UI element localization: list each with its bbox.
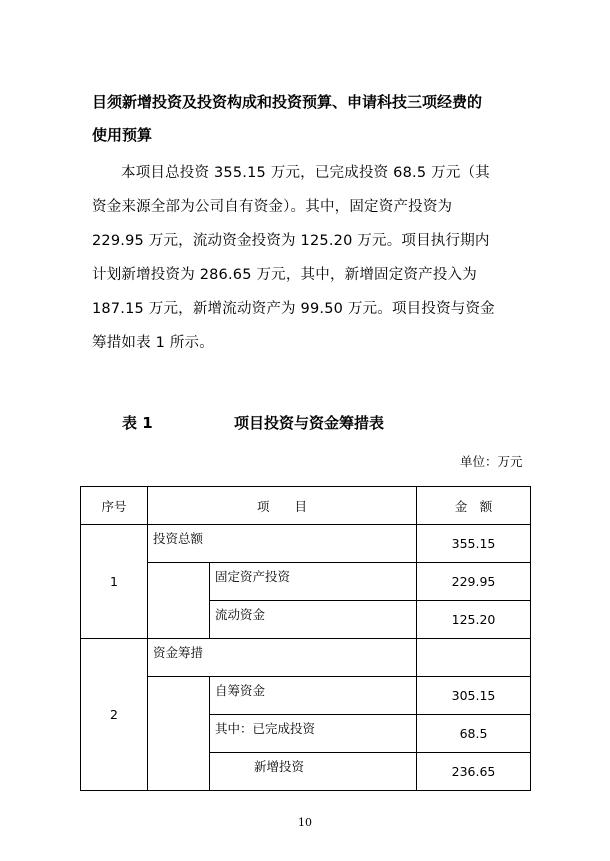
section-heading-line-2: 使用预算 [92, 126, 153, 144]
row-label: 流动资金 [210, 601, 417, 639]
group-1-no: 1 [81, 525, 148, 639]
row-label: 资金筹措 [148, 639, 417, 677]
table-row [81, 525, 531, 563]
section-heading [92, 86, 532, 152]
row-label: 投资总额 [148, 525, 417, 563]
paragraph-line-3: 229.95 万元，流动资金投资为 125.20 万元。项目执行期内 [92, 233, 490, 249]
row-label: 固定资产投资 [210, 563, 417, 601]
group-2-no: 2 [81, 639, 148, 791]
unit-label: 单位：万元 [460, 454, 523, 469]
paragraph-line-2: 资金来源全部为公司自有资金）。其中，固定资产投资为 [92, 199, 453, 215]
table-caption-label: 表 1 [122, 414, 153, 432]
row-label: 新增投资 [210, 753, 417, 791]
table-row [81, 639, 531, 677]
row-amount [417, 639, 531, 677]
row-amount: 236.65 [417, 753, 531, 791]
paragraph-line-1: 本项目总投资 355.15 万元，已完成投资 68.5 万元（其 [121, 165, 490, 181]
table-row [81, 563, 531, 601]
paragraph-line-5: 187.15 万元，新增流动资产为 99.50 万元。项目投资与资金 [92, 301, 495, 317]
section-heading-line-1: 目须新增投资及投资构成和投资预算、申请科技三项经费的 [92, 93, 483, 111]
indent-cell [148, 563, 210, 639]
paragraph-line-6: 筹措如表 1 所示。 [92, 335, 214, 351]
row-amount: 355.15 [417, 525, 531, 563]
row-amount: 305.15 [417, 677, 531, 715]
investment-table [80, 486, 531, 791]
table-caption-title: 项目投资与资金筹措表 [234, 414, 385, 432]
header-no: 序号 [81, 487, 148, 525]
header-amount: 金 额 [417, 487, 531, 525]
body-paragraph [92, 156, 532, 360]
table-row [81, 677, 531, 715]
row-amount: 229.95 [417, 563, 531, 601]
row-amount: 68.5 [417, 715, 531, 753]
header-item: 项 目 [148, 487, 417, 525]
row-label: 其中：已完成投资 [210, 715, 417, 753]
table-header-row [81, 487, 531, 525]
row-amount: 125.20 [417, 601, 531, 639]
page-number: 10 [298, 816, 312, 829]
row-label: 自筹资金 [210, 677, 417, 715]
paragraph-line-4: 计划新增投资为 286.65 万元，其中，新增固定资产投入为 [92, 267, 477, 283]
indent-cell [148, 677, 210, 791]
